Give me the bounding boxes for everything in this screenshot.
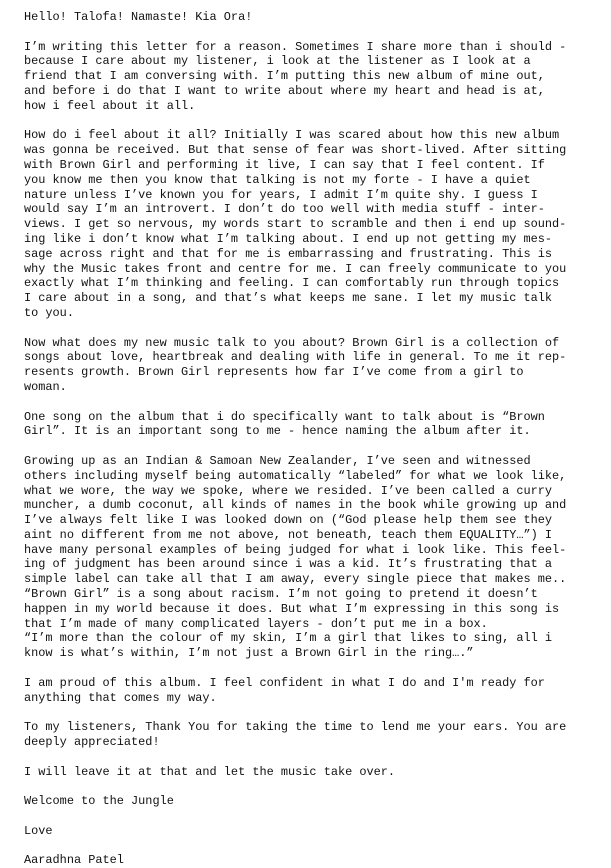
paragraph-growing-up: Growing up as an Indian & Samoan New Zealander, I’ve seen and witnessed others including myself being automatically “labeled” for what we look like, what we wore, the way we spoke, where we resided. I’ve been called a curry muncher, a dumb coconut, all kinds of names in the book while growing up and I’ve always felt like I was looked down on (“God please help them see they aint no different from me not above, not beneath, teach them EQUALITY…”) I have many personal examples of being judged for what i look like. This feel- ing of judgment has been around since i was a kid. It’s frustrating that a simple label can take all that I am away, every single piece that makes me.. “Brown Girl” is a song about racism. I’m not going to pretend it doesn’t happen in my world because it does. But what I’m expressing in this song is that I’m made of many complicated layers - don’t put me in a box. “I’m more than the colour of my skin, I’m a girl that likes to sing, all i know is what’s within, I’m not just a Brown Girl in the ring….” xyxy=(24,453,567,661)
paragraph-album-topic: Now what does my new music talk to you about? Brown Girl is a collection of songs about love, heartbreak and dealing with life in general. To me it rep- resents growth. Brown Girl represents how far I’ve come from a girl to woman. xyxy=(24,335,567,394)
paragraph-intro: I’m writing this letter for a reason. Sometimes I share more than i should - because I care about my listener, i look at the listener as I look at a friend that I am conversing with. I’m putting this new album of mine out, and before i do that I want to write about where my heart and head is at, how i feel about it all. xyxy=(24,39,567,113)
letter-body xyxy=(24,10,602,868)
paragraph-leave-it: I will leave it at that and let the music take over. xyxy=(24,764,396,779)
paragraph-thanks: To my listeners, Thank You for taking the time to lend me your ears. You are deeply appreciated! xyxy=(24,720,567,750)
signature: Aaradhna Patel xyxy=(24,853,124,868)
paragraph-brown-girl-song: One song on the album that i do specifically want to talk about is “Brown Girl”. It is an important song to me - hence naming the album after it. xyxy=(24,409,545,439)
paragraph-welcome: Welcome to the Jungle xyxy=(24,794,174,809)
paragraph-proud: I am proud of this album. I feel confident in what I do and I'm ready for anything that comes my way. xyxy=(24,675,545,705)
paragraph-feelings: How do i feel about it all? Initially I was scared about how this new album was gonna be received. But that sense of fear was short-lived. After sitting with Brown Girl and performing it live, I can say that I feel content. If you know me then you know that talking is not my forte - I have a quiet nature unless I’ve known you for years, I admit I’m quite shy. I guess I would say I’m an introvert. I don’t do too well with media stuff - inter- views. I get so nervous, my words start to scramble and then i end up sound- ing like i don’t know what I’m talking about. I end up not getting my mes- sage across right and that for me is embarrassing and frustrating. This is why the Music takes front and centre for me. I can freely communicate to you exactly what I’m thinking and feeling. I can comfortably run through topics I care about in a song, and that’s what keeps me sane. I let my music talk to you. xyxy=(24,128,567,320)
closing: Love xyxy=(24,823,53,838)
greeting: Hello! Talofa! Namaste! Kia Ora! xyxy=(24,10,253,24)
